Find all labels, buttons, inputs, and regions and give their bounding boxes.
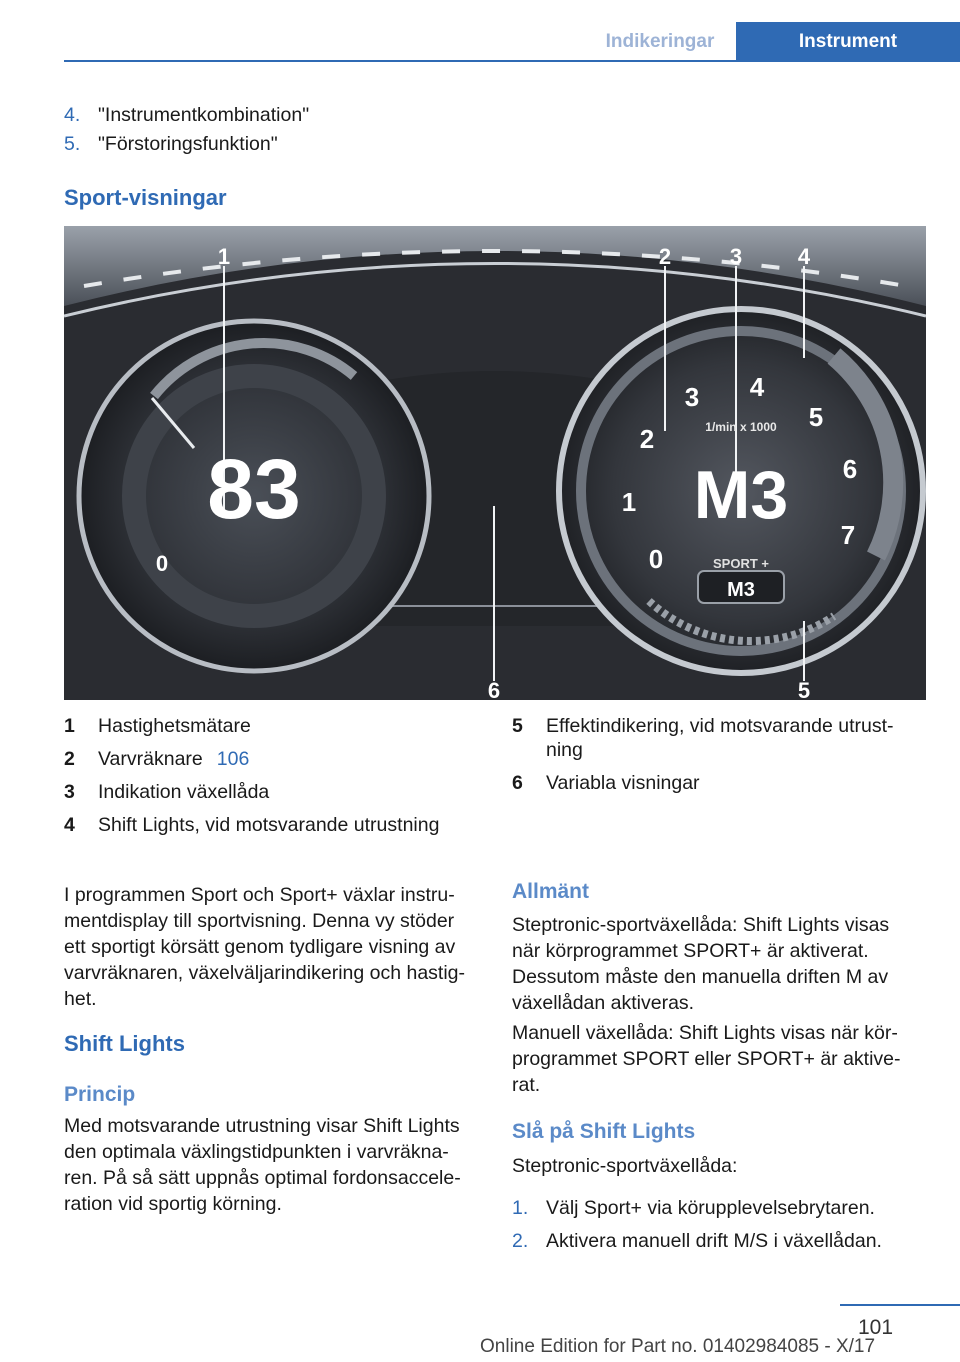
list-item-text: "Instrumentkombination" [98,104,310,126]
heading-allmant: Allmänt [512,880,590,903]
heading-shift-lights: Shift Lights [64,1031,185,1056]
speed-scale-zero: 0 [155,551,169,576]
rpm-label-3: 3 [684,382,700,412]
footer-rule [840,1304,960,1306]
allmant-paragraph-1: Steptronic-sportväxellåda: Shift Lights visas när körprogrammet SPORT+ är aktiverat. Dessutom måste den manuella driften M av växellådan aktiveras. [512,914,890,1014]
legend-number: 4 [64,814,75,836]
header-rule [64,60,960,62]
list-item [512,1192,932,1225]
callout-1: 1 [217,244,231,269]
legend-number: 1 [64,715,75,737]
legend-text: Hastighetsmätare [98,715,251,737]
sla-paragraph: Steptronic-sportväxellåda: [512,1155,738,1177]
heading-princip: Princip [64,1083,136,1106]
rpm-label-1: 1 [621,487,637,517]
rpm-label-4: 4 [749,372,765,402]
list-item-text: "Förstoringsfunktion" [98,133,278,155]
rpm-label-0: 0 [648,544,664,574]
list-item-number: 4. [64,104,81,126]
legend-text: Variabla visningar [546,772,700,794]
legend-text: Effektindikering, vid motsvarande utrust- ning [546,715,894,761]
list-item [64,130,309,159]
legend-number: 5 [512,715,523,737]
list-item [512,1225,932,1258]
legend-item [512,771,922,795]
rpm-label-7: 7 [840,520,856,550]
speed-readout: 83 [207,442,301,536]
rpm-label-2: 2 [639,424,655,454]
rpm-label-6: 6 [842,454,858,484]
callout-3: 3 [729,244,743,269]
rpm-label-5: 5 [808,402,824,432]
list-item-number: 1. [512,1197,529,1219]
legend-item [64,780,484,804]
legend-item [512,714,922,762]
drive-mode-gear: M3 [727,579,755,601]
list-item-text: Aktivera manuell drift M/S i växellådan. [546,1230,882,1252]
page-reference-link[interactable]: 106 [216,748,250,770]
list-item-number: 5. [64,133,81,155]
legend-number: 2 [64,748,75,770]
legend-text: Indikation växellåda [98,781,270,803]
callout-5: 5 [797,678,811,700]
rpm-unit-label: 1/min x 1000 [705,420,777,434]
princip-paragraph: Med motsvarande utrustning visar Shift Lights den optimala växlingstidpunkten i varvräkna- ren. På så sätt uppnås optimal fordonsaccele- ration vid sportig körning. [64,1115,461,1215]
callout-6: 6 [487,678,501,700]
legend-text: Varvräknare [98,748,203,770]
allmant-paragraph-2: Manuell växellåda: Shift Lights visas när kör- programmet SPORT eller SPORT+ är aktive- rat. [512,1022,901,1096]
legend-number: 6 [512,772,523,794]
callout-2: 2 [658,244,672,269]
legend-text: Shift Lights, vid motsvarande utrustning [98,814,440,836]
list-item-text: Välj Sport+ via körupplevelsebrytaren. [546,1197,875,1219]
instrument-cluster-image [64,226,926,700]
heading-sla-pa: Slå på Shift Lights [512,1120,696,1143]
drive-mode-label: SPORT + [713,556,769,571]
gear-readout: M3 [693,457,789,533]
list-item-number: 2. [512,1230,529,1252]
legend-item [64,714,484,738]
intro-paragraph: I programmen Sport och Sport+ växlar instru- mentdisplay till sportvisning. Denna vy stöder ett sportigt körsätt genom tydligare visning av varvräknaren, växelväljarindikering och hastig- het. [64,884,466,1010]
legend-item [64,813,484,837]
edition-note: Online Edition for Part no. 01402984085 - X/17 [480,1336,876,1357]
tab-instrument[interactable]: Instrument [736,22,960,62]
steps-list [512,1192,932,1258]
legend-left [64,714,484,846]
list-item [64,101,309,130]
top-list [64,101,309,159]
legend-right [512,714,922,804]
tab-indikeringar[interactable]: Indikeringar [605,31,715,52]
legend-number: 3 [64,781,75,803]
header-tabs [64,22,960,62]
page-number: 101 [858,1316,894,1339]
legend-item [64,747,484,771]
section-title: Sport-visningar [64,185,227,210]
callout-4: 4 [797,244,811,269]
